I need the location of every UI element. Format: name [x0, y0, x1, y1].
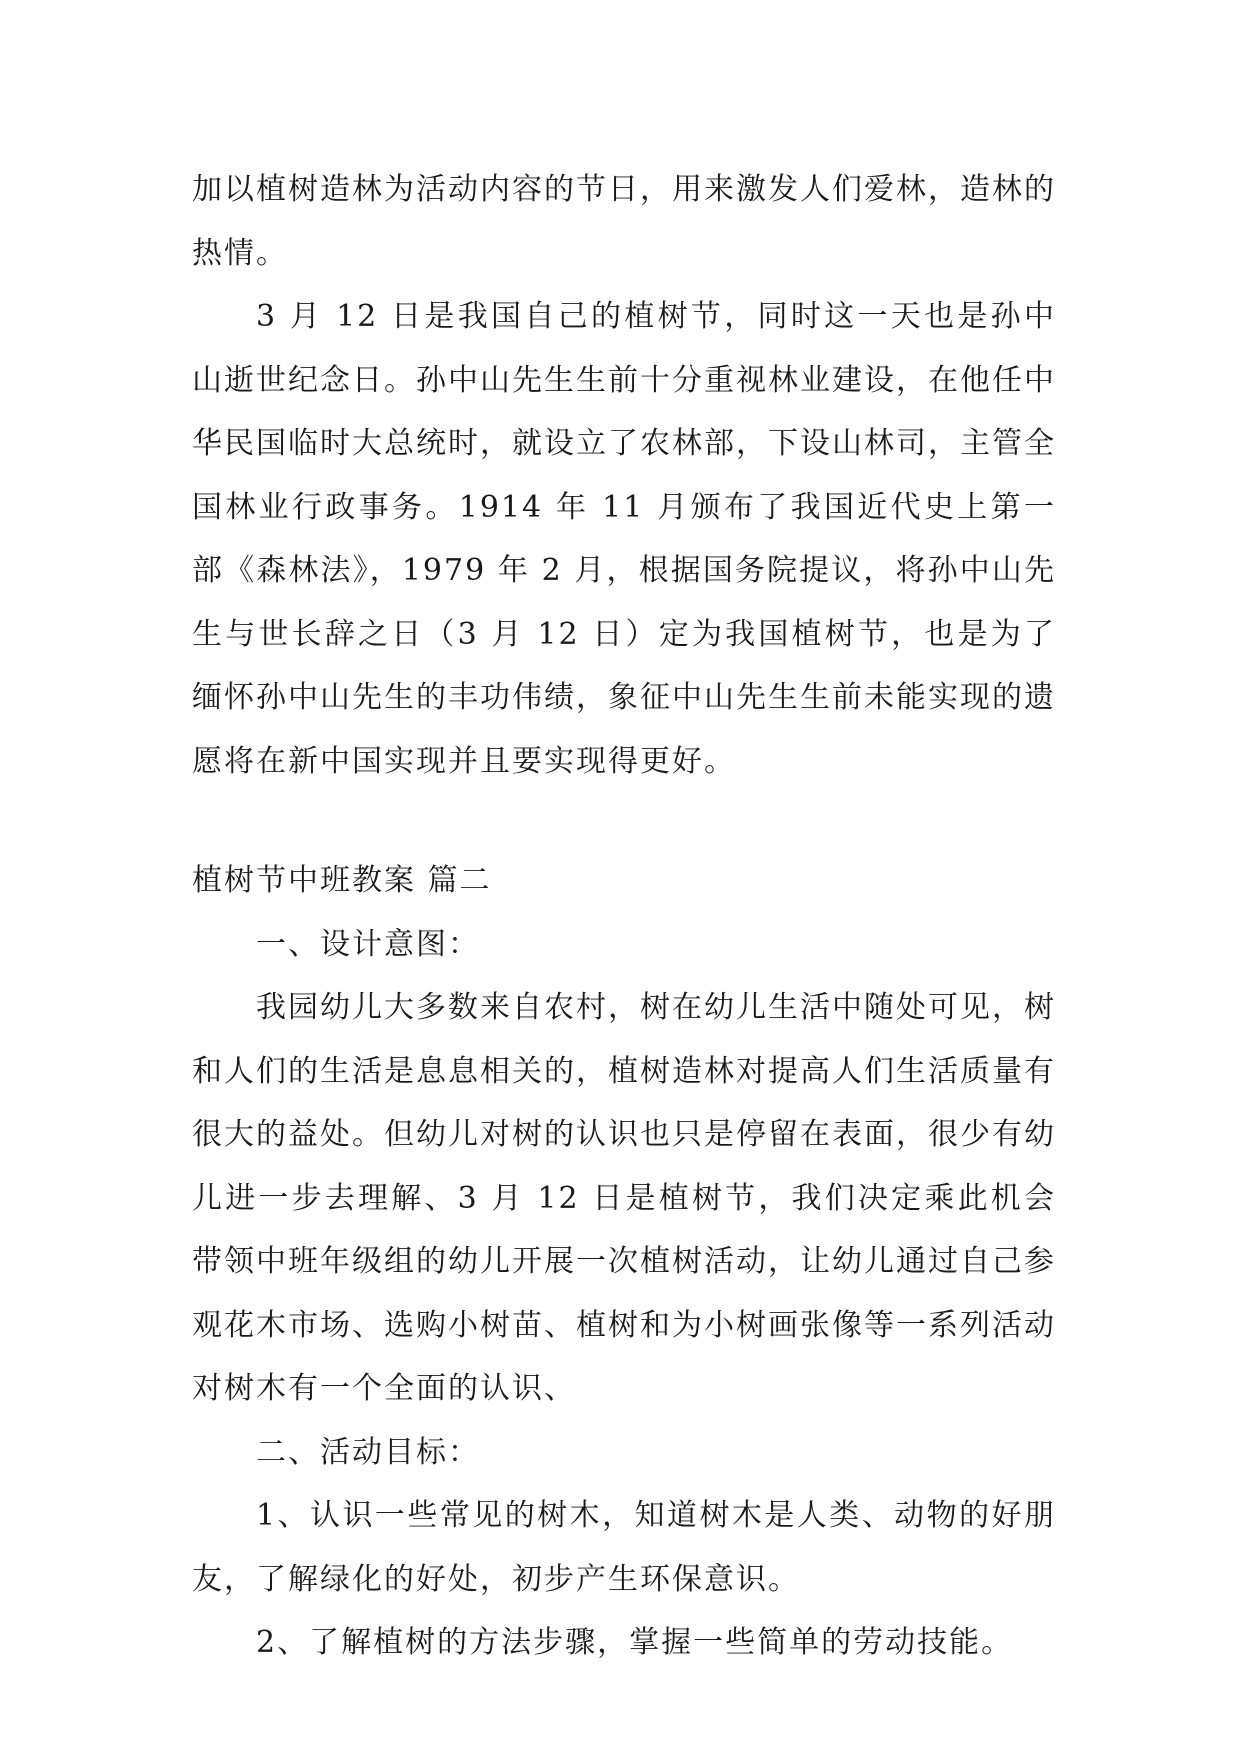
document-page [192, 158, 1056, 1675]
paragraph-tree-day-history: 3 月 12 日是我国自己的植树节，同时这一天也是孙中山逝世纪念日。孙中山先生生前十分重视林业建设，在他任中华民国临时大总统时，就设立了农林部，下设山林司，主管全国林业行政事务。1914 年 11 月颁布了我国近代史上第一部《森林法》，1979 年 2 月，根据国务院提议，将孙中山先生与世长辞之日（3 月 12 日）定为我国植树节，也是为了缅怀孙中山先生的丰功伟绩，象征中山先生生前未能实现的遗愿将在新中国实现并且要实现得更好。 [192, 299, 1056, 779]
subheading-design-intent: 一、设计意图： [256, 926, 480, 962]
goal-item-1: 1、认识一些常见的树木，知道树木是人类、动物的好朋友，了解绿化的好处，初步产生环保意识。 [192, 1498, 1056, 1597]
paragraph-continuation: 加以植树造林为活动内容的节日，用来激发人们爱林，造林的热情。 [192, 172, 1056, 271]
subheading-activity-goals: 二、活动目标： [256, 1434, 480, 1470]
section-title: 植树节中班教案 篇二 [192, 863, 492, 898]
goal-item-2: 2、了解植树的方法步骤，掌握一些简单的劳动技能。 [256, 1625, 1014, 1660]
paragraph-design-intent: 我园幼儿大多数来自农村，树在幼儿生活中随处可见，树和人们的生活是息息相关的，植树造林对提高人们生活质量有很大的益处。但幼儿对树的认识也只是停留在表面，很少有幼儿进一步去理解、3 月 12 日是植树节，我们决定乘此机会带领中班年级组的幼儿开展一次植树活动，让幼儿通过自己参观花木市场、选购小树苗、植树和为小树画张像等一系列活动对树木有一个全面的认识、 [192, 990, 1056, 1406]
